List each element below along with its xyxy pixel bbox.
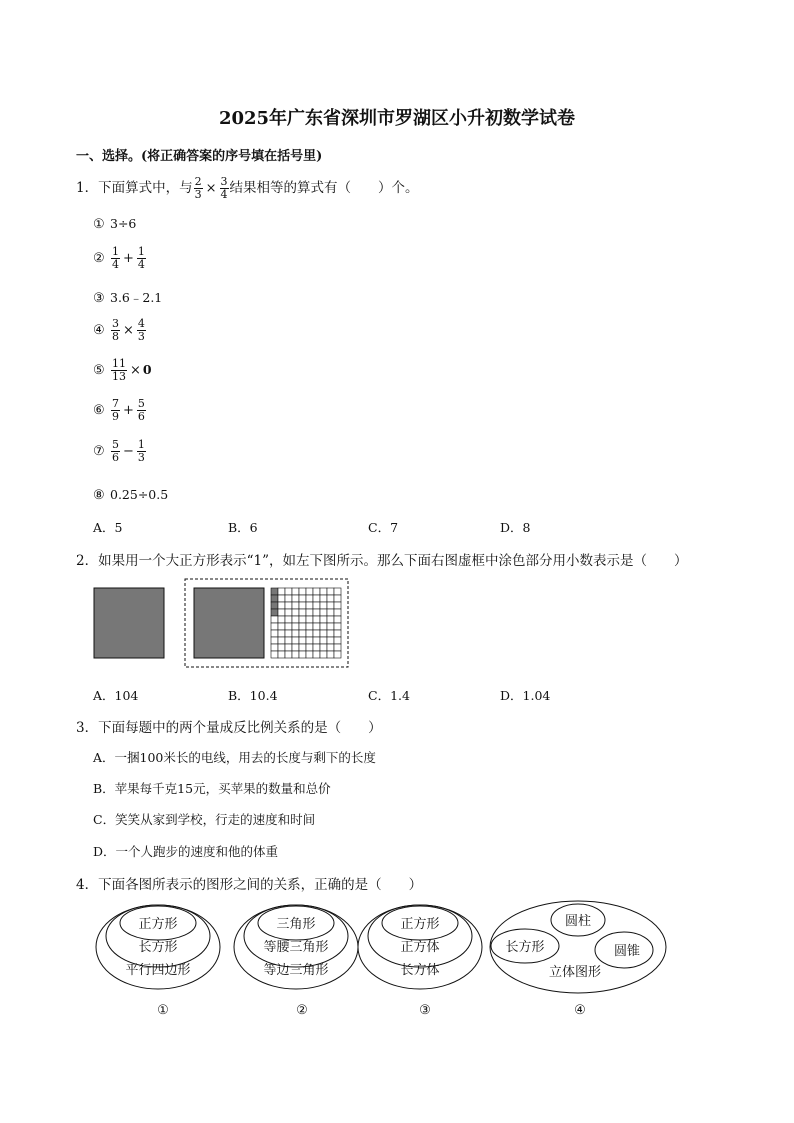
grid-cell bbox=[320, 609, 327, 616]
grid-cell bbox=[271, 630, 278, 637]
q1-item-1: ① 3÷6 bbox=[93, 216, 137, 232]
page-title: 2025年广东省深圳市罗湖区小升初数学试卷 bbox=[218, 108, 576, 129]
grid-cell bbox=[299, 623, 306, 630]
grid-cell bbox=[271, 616, 278, 623]
grid-cell bbox=[334, 630, 341, 637]
grid-cell bbox=[299, 609, 306, 616]
q1-item-3: ③ 3.6﹣2.1 bbox=[93, 290, 163, 306]
d1-outer: 平行四边形 bbox=[125, 963, 191, 978]
grid-cell bbox=[306, 637, 313, 644]
grid-cell bbox=[313, 623, 320, 630]
q1-item-4: ④ $\frac{3}{8}$ × $\frac{4}{3}$ bbox=[93, 317, 145, 343]
grid-cell bbox=[292, 595, 299, 602]
d4-b: 长方形 bbox=[505, 940, 545, 955]
grid-cell bbox=[278, 588, 285, 595]
grid-cell bbox=[292, 616, 299, 623]
d1-label: ① bbox=[157, 1003, 169, 1018]
grid-cell bbox=[278, 644, 285, 651]
grid-cell bbox=[334, 602, 341, 609]
d2-outer: 等边三角形 bbox=[263, 963, 329, 978]
grid-cell bbox=[334, 637, 341, 644]
q1-prefix: 1．下面算式中，与 bbox=[76, 180, 193, 196]
grid-cell bbox=[292, 609, 299, 616]
grid-cell bbox=[306, 630, 313, 637]
grid-cell bbox=[313, 609, 320, 616]
grid-cell-shaded bbox=[271, 609, 278, 616]
grid-cell bbox=[299, 616, 306, 623]
hundred-grid bbox=[271, 588, 341, 658]
q1-choice-d: D．8 bbox=[500, 520, 531, 535]
grid-cell bbox=[285, 623, 292, 630]
grid-cell bbox=[334, 588, 341, 595]
grid-cell bbox=[292, 637, 299, 644]
grid-cell bbox=[306, 602, 313, 609]
grid-cell bbox=[313, 595, 320, 602]
grid-cell bbox=[313, 651, 320, 658]
question-1: 1．下面算式中，与 $\frac{2}{3}$ × $\frac{3}{4}$ 结果相等的算式有（ ）个。 bbox=[76, 175, 419, 201]
q3-choice-b: B．苹果每千克15元，买苹果的数量和总价 bbox=[93, 781, 331, 796]
grid-cell bbox=[292, 623, 299, 630]
q1-item-6: ⑥ $\frac{7}{9}$ + $\frac{5}{6}$ bbox=[93, 397, 145, 423]
grid-cell bbox=[306, 616, 313, 623]
grid-cell bbox=[278, 595, 285, 602]
d2-middle: 等腰三角形 bbox=[263, 940, 329, 955]
grid-cell bbox=[299, 595, 306, 602]
grid-cell bbox=[320, 623, 327, 630]
d4-label: ④ bbox=[574, 1003, 586, 1018]
grid-cell bbox=[299, 588, 306, 595]
grid-cell bbox=[271, 651, 278, 658]
grid-cell bbox=[285, 637, 292, 644]
grid-cell bbox=[306, 644, 313, 651]
grid-cell bbox=[320, 588, 327, 595]
grid-cell bbox=[285, 644, 292, 651]
d4-c: 圆锥 bbox=[613, 944, 641, 959]
grid-cell bbox=[278, 602, 285, 609]
grid-cell bbox=[306, 609, 313, 616]
grid-cell bbox=[299, 602, 306, 609]
grid-cell bbox=[313, 630, 320, 637]
grid-cell bbox=[313, 644, 320, 651]
q2-figure bbox=[90, 576, 355, 670]
grid-cell bbox=[320, 644, 327, 651]
d2-label: ② bbox=[296, 1003, 308, 1018]
q2-choice-c: C．1.4 bbox=[368, 688, 410, 703]
grid-cell-shaded bbox=[271, 588, 278, 595]
grid-cell bbox=[285, 616, 292, 623]
d1-inner: 正方形 bbox=[138, 917, 178, 932]
q1-fraction-b: $\frac{3}{4}$ bbox=[220, 175, 228, 201]
grid-cell bbox=[292, 602, 299, 609]
grid-cell bbox=[327, 651, 334, 658]
grid-cell bbox=[285, 630, 292, 637]
grid-cell bbox=[327, 595, 334, 602]
grid-cell bbox=[306, 588, 313, 595]
grid-cell bbox=[327, 637, 334, 644]
grid-cell bbox=[334, 623, 341, 630]
grid-cell bbox=[278, 630, 285, 637]
grid-cell bbox=[313, 616, 320, 623]
grid-cell bbox=[327, 623, 334, 630]
grid-cell bbox=[285, 602, 292, 609]
q3-choice-c: C．笑笑从家到学校，行走的速度和时间 bbox=[93, 812, 316, 827]
grid-cell bbox=[271, 637, 278, 644]
grid-cell bbox=[278, 651, 285, 658]
d3-inner: 正方形 bbox=[400, 917, 440, 932]
q3-choice-a: A．一捆100米长的电线，用去的长度与剩下的长度 bbox=[93, 750, 376, 765]
q1-item-5: ⑤ $\frac{11}{13}$ × 0 bbox=[93, 357, 152, 383]
grid-cell bbox=[285, 588, 292, 595]
grid-cell bbox=[320, 602, 327, 609]
grid-cell-shaded bbox=[271, 602, 278, 609]
grid-cell bbox=[313, 637, 320, 644]
grid-cell bbox=[334, 616, 341, 623]
section-heading: 一、选择。(将正确答案的序号填在括号里) bbox=[76, 149, 323, 164]
question-4: 4．下面各图所表示的图形之间的关系，正确的是（ ） bbox=[76, 877, 423, 893]
grid-cell bbox=[292, 651, 299, 658]
q2-choice-b: B．10.4 bbox=[228, 688, 278, 703]
grid-cell bbox=[334, 644, 341, 651]
grid-cell bbox=[334, 651, 341, 658]
grid-cell bbox=[278, 609, 285, 616]
grid-cell bbox=[306, 651, 313, 658]
grid-cell bbox=[271, 623, 278, 630]
q1-suffix: 结果相等的算式有（ ）个。 bbox=[229, 180, 419, 196]
q4-figures bbox=[86, 898, 670, 1024]
d2-inner: 三角形 bbox=[276, 917, 316, 932]
grid-cell bbox=[327, 644, 334, 651]
d4-outer: 立体图形 bbox=[548, 965, 602, 980]
grid-cell bbox=[327, 616, 334, 623]
grid-cell bbox=[334, 609, 341, 616]
grid-cell bbox=[292, 630, 299, 637]
grid-cell bbox=[320, 637, 327, 644]
grid-cell bbox=[292, 588, 299, 595]
question-2: 2．如果用一个大正方形表示“1”，如左下图所示。那么下面右图虚框中涂色部分用小数表示是（ ） bbox=[76, 553, 688, 569]
d3-middle: 正方体 bbox=[400, 940, 440, 955]
grid-cell bbox=[285, 595, 292, 602]
question-3: 3．下面每题中的两个量成反比例关系的是（ ） bbox=[76, 720, 382, 736]
grid-cell-shaded bbox=[271, 595, 278, 602]
grid-cell bbox=[278, 637, 285, 644]
grid-cell bbox=[278, 623, 285, 630]
d1-middle: 长方形 bbox=[138, 940, 178, 955]
q2-choice-d: D．1.04 bbox=[500, 688, 551, 703]
grid-cell bbox=[292, 644, 299, 651]
grid-cell bbox=[327, 588, 334, 595]
d3-outer: 长方体 bbox=[400, 963, 440, 978]
grid-cell bbox=[299, 644, 306, 651]
grid-cell bbox=[313, 602, 320, 609]
grid-cell bbox=[320, 595, 327, 602]
grid-cell bbox=[320, 630, 327, 637]
q1-choice-a: A．5 bbox=[93, 520, 123, 535]
q1-choice-c: C．7 bbox=[368, 520, 399, 535]
q1-item-8: ⑧ 0.25÷0.5 bbox=[93, 487, 169, 503]
q3-choice-d: D．一个人跑步的速度和他的体重 bbox=[93, 844, 279, 859]
d4-a: 圆柱 bbox=[564, 914, 592, 929]
grid-cell bbox=[306, 595, 313, 602]
q1-fraction-a: $\frac{2}{3}$ bbox=[194, 175, 202, 201]
unit-square bbox=[94, 588, 164, 658]
grid-cell bbox=[334, 595, 341, 602]
grid-cell bbox=[320, 651, 327, 658]
grid-cell bbox=[285, 609, 292, 616]
grid-cell bbox=[327, 630, 334, 637]
grid-cell bbox=[299, 630, 306, 637]
q1-item-7: ⑦ $\frac{5}{6}$ − $\frac{1}{3}$ bbox=[93, 438, 145, 464]
grid-cell bbox=[299, 651, 306, 658]
shaded-square bbox=[194, 588, 264, 658]
grid-cell bbox=[271, 644, 278, 651]
grid-cell bbox=[299, 637, 306, 644]
grid-cell bbox=[313, 588, 320, 595]
grid-cell bbox=[306, 623, 313, 630]
grid-cell bbox=[285, 651, 292, 658]
grid-cell bbox=[320, 616, 327, 623]
grid-cell bbox=[327, 609, 334, 616]
q2-choice-a: A．104 bbox=[93, 688, 139, 703]
d3-label: ③ bbox=[419, 1003, 431, 1018]
grid-cell bbox=[327, 602, 334, 609]
q1-choice-b: B．6 bbox=[228, 520, 258, 535]
q1-item-2: ② $\frac{1}{4}$ + $\frac{1}{4}$ bbox=[93, 245, 145, 271]
grid-cell bbox=[278, 616, 285, 623]
